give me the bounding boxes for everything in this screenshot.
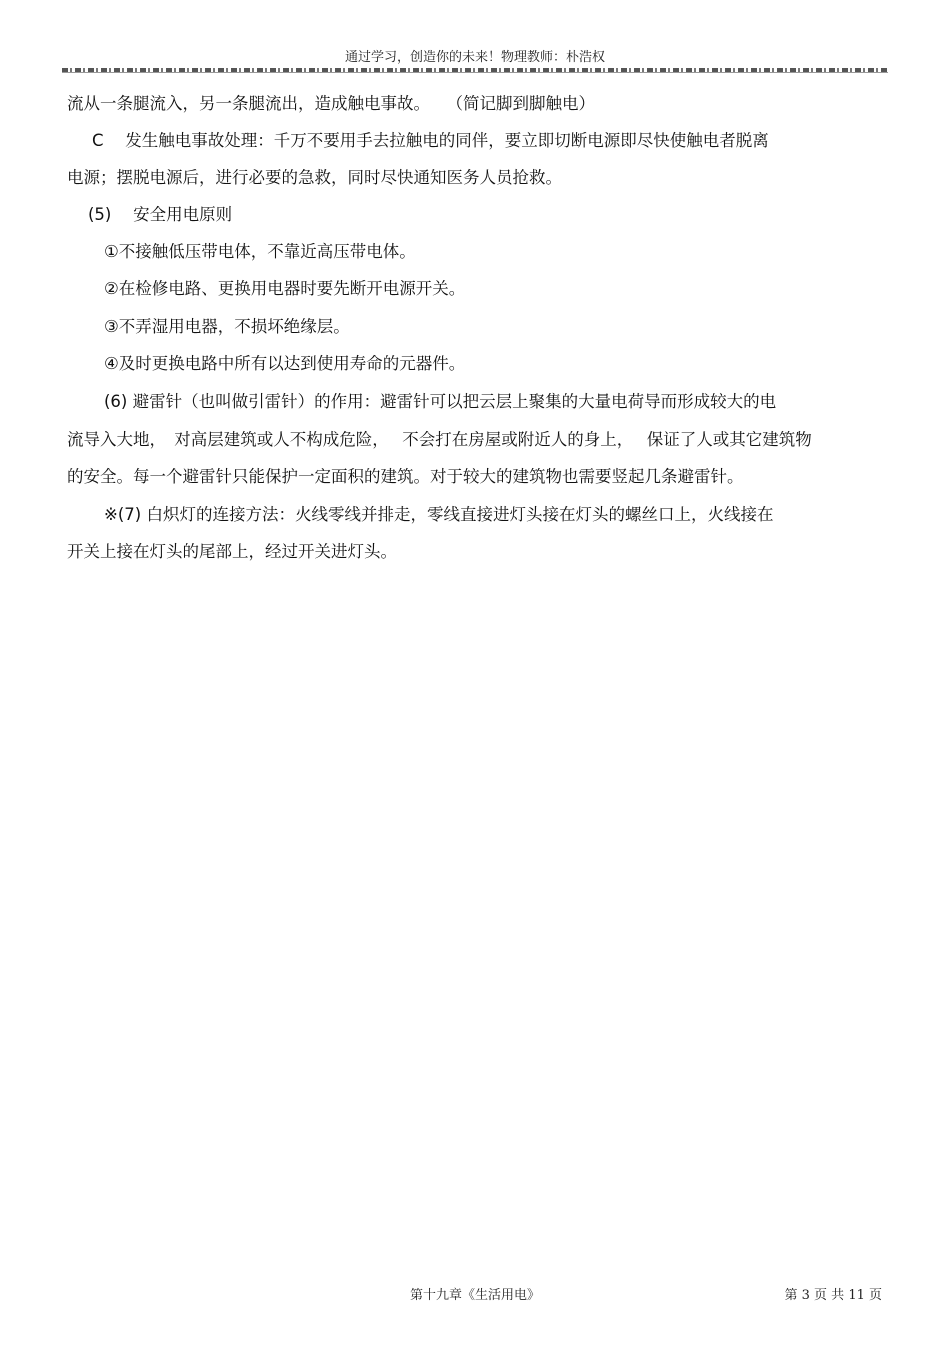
body-line: 流导入大地， 对高层建筑或人不构成危险， 不会打在房屋或附近人的身上， 保证了人或其它建筑物 <box>67 430 812 449</box>
body-line: 开关上接在灯头的尾部上，经过开关进灯头。 <box>67 542 397 561</box>
header-divider <box>62 72 888 73</box>
body-line: 流从一条腿流入，另一条腿流出，造成触电事故。 （简记脚到脚触电） <box>67 94 595 113</box>
body-line: C 发生触电事故处理：千万不要用手去拉触电的同伴，要立即切断电源即尽快使触电者脱离 <box>92 131 769 150</box>
page-header: 通过学习，创造你的未来！物理教师：朴浩权 <box>344 50 605 65</box>
list-item: ④及时更换电路中所有以达到使用寿命的元器件。 <box>104 354 466 373</box>
list-item: ①不接触低压带电体，不靠近高压带电体。 <box>104 242 416 261</box>
body-line: 的安全。每一个避雷针只能保护一定面积的建筑。对于较大的建筑物也需要竖起几条避雷针。 <box>67 467 744 486</box>
footer-chapter: 第十九章《生活用电》 <box>409 1288 540 1303</box>
footer-page-number: 第 3 页 共 11 页 <box>784 1288 882 1303</box>
body-line: (6) 避雷针（也叫做引雷针）的作用：避雷针可以把云层上聚集的大量电荷导而形成较大的电 <box>104 392 777 411</box>
list-item: ②在检修电路、更换用电器时要先断开电源开关。 <box>104 279 466 298</box>
list-item: ③不弄湿用电器，不损坏绝缘层。 <box>104 317 350 336</box>
body-line: 电源；摆脱电源后，进行必要的急救，同时尽快通知医务人员抢救。 <box>67 168 562 187</box>
section-heading: (5) 安全用电原则 <box>88 205 233 224</box>
body-line: ※(7) 白炽灯的连接方法：火线零线并排走，零线直接进灯头接在灯头的螺丝口上，火线接在 <box>104 505 774 524</box>
